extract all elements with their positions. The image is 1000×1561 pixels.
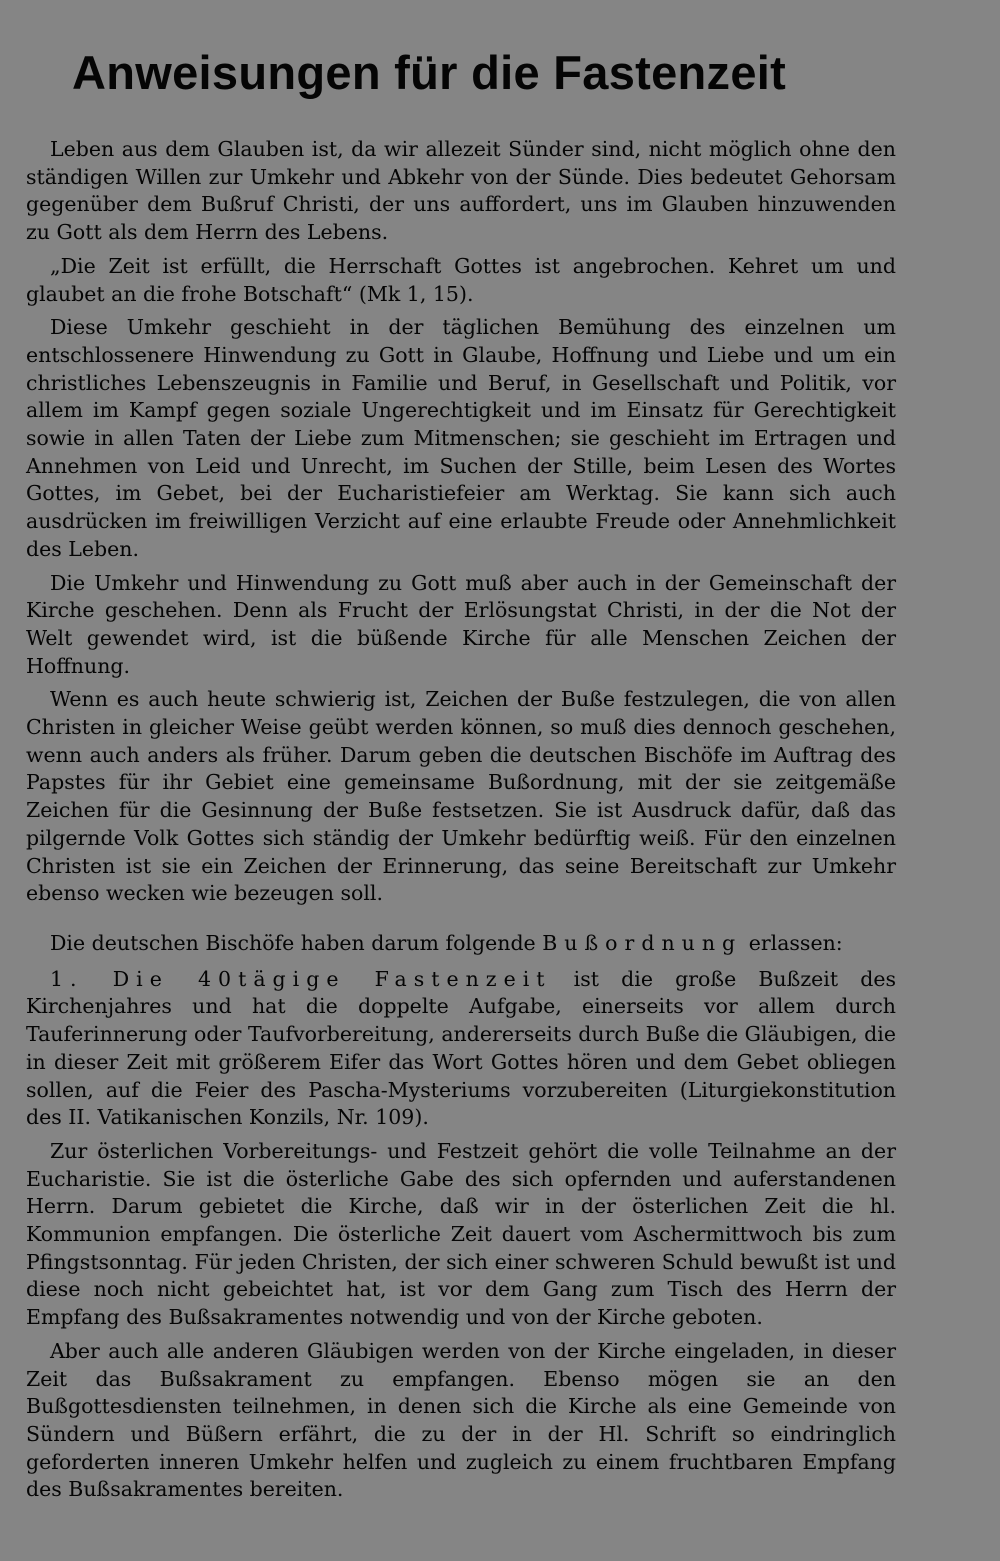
item-1 <box>26 966 896 1132</box>
intro-after: erlassen: <box>742 930 843 955</box>
intro-spaced-term: Bußordnung <box>542 930 743 955</box>
page-title: Anweisungen für die Fastenzeit <box>72 46 787 99</box>
paragraph-5: Wenn es auch heute schwierig ist, Zeichen der Buße festzulegen, die von allen Christen in gleicher Weise geübt werden können, so muß dies dennoch geschehen, wenn auch anders als früher. Darum geben die deutschen Bischöfe im Auftrag des Papstes für ihr Gebiet eine gemeinsame Bußordnung, mit der sie zeitgemäße Zeichen für die Gesinnung der Buße festsetzen. Sie ist Ausdruck dafür, daß das pilgernde Volk Gottes sich ständig der Umkehr bedürftig weiß. Für den einzelnen Christen ist sie ein Zeichen der Erinnerung, das seine Bereitschaft zur Umkehr ebenso wecken wie bezeugen soll. <box>26 687 896 906</box>
item-1-heading: 1. Die 40tägige Fastenzeit <box>50 966 552 991</box>
paragraph-1: Leben aus dem Glauben ist, da wir allezeit Sünder sind, nicht möglich ohne den ständigen Willen zur Umkehr und Abkehr von der Sünde. Dies bedeutet Gehorsam gegenüber dem Bußruf Christi, der uns auffordert, uns im Glauben hinzuwenden zu Gott als dem Herrn des Lebens. <box>26 137 896 245</box>
paragraph-6: Zur österlichen Vorbereitungs- und Festzeit gehört die volle Teilnahme an der Eucharistie. Sie ist die österliche Gabe des sich opfernden und auferstandenen Herrn. Darum gebietet die Kirche, daß wir in der österlichen Zeit die hl. Kommunion empfangen. Die österliche Zeit dauert vom Aschermittwoch bis zum Pfingstsonntag. Für jeden Christen, der sich einer schweren Schuld bewußt ist und diese noch nicht gebeichtet hat, ist vor dem Gang zum Tisch des Herrn der Empfang des Bußsakramentes notwendig und von der Kirche geboten. <box>26 1138 896 1330</box>
intro-before: Die deutschen Bischöfe haben darum folgende <box>50 930 543 955</box>
item-1-text: ist die große Bußzeit des Kirchenjahres und hat die doppelte Aufgabe, einerseits vor allem durch Tauferinnerung oder Taufvorbereitung, andererseits durch Buße die Gläubigen, die in dieser Zeit mit größerem Eifer das Wort Gottes hören und dem Gebet obliegen sollen, auf die Feier des Pascha-Mysteriums vorzubereiten (Liturgiekonstitution des II. Vatikanischen Konzils, Nr. 109). <box>26 966 896 1130</box>
paragraph-2-quote: „Die Zeit ist erfüllt, die Herrschaft Gottes ist angebrochen. Kehret um und glaubet an die frohe Botschaft“ (Mk 1, 15). <box>26 253 896 306</box>
paragraph-3: Diese Umkehr geschieht in der täglichen Bemühung des einzelnen um entschlossenere Hinwendung zu Gott in Glaube, Hoffnung und Liebe und um ein christliches Lebenszeugnis in Familie und Beruf, in Gesellschaft und Politik, vor allem im Kampf gegen soziale Ungerechtigkeit und im Einsatz für Gerechtigkeit sowie in allen Taten der Liebe zum Mitmenschen; sie geschieht im Ertragen und Annehmen von Leid und Unrecht, im Suchen der Stille, beim Lesen des Wortes Gottes, im Gebet, bei der Eucharistiefeier am Werktag. Sie kann sich auch ausdrücken im freiwilligen Verzicht auf eine erlaubte Freude oder Annehmlichkeit des Leben. <box>26 315 896 561</box>
paragraph-4: Die Umkehr und Hinwendung zu Gott muß aber auch in der Gemeinschaft der Kirche geschehen. Denn als Frucht der Erlösungstat Christi, in der die Not der Welt gewendet wird, ist die büßende Kirche für alle Menschen Zeichen der Hoffnung. <box>26 570 896 678</box>
intro-line <box>26 930 896 958</box>
paragraph-7: Aber auch alle anderen Gläubigen werden von der Kirche eingeladen, in dieser Zeit das Bußsakrament zu empfangen. Ebenso mögen sie an den Bußgottesdiensten teilnehmen, in denen sich die Kirche als eine Gemeinde von Sündern und Büßern erfährt, die zu der in der Hl. Schrift so eindringlich geforderten inneren Umkehr helfen und zugleich zu einem fruchtbaren Empfang des Bußsakramentes bereiten. <box>26 1338 896 1502</box>
